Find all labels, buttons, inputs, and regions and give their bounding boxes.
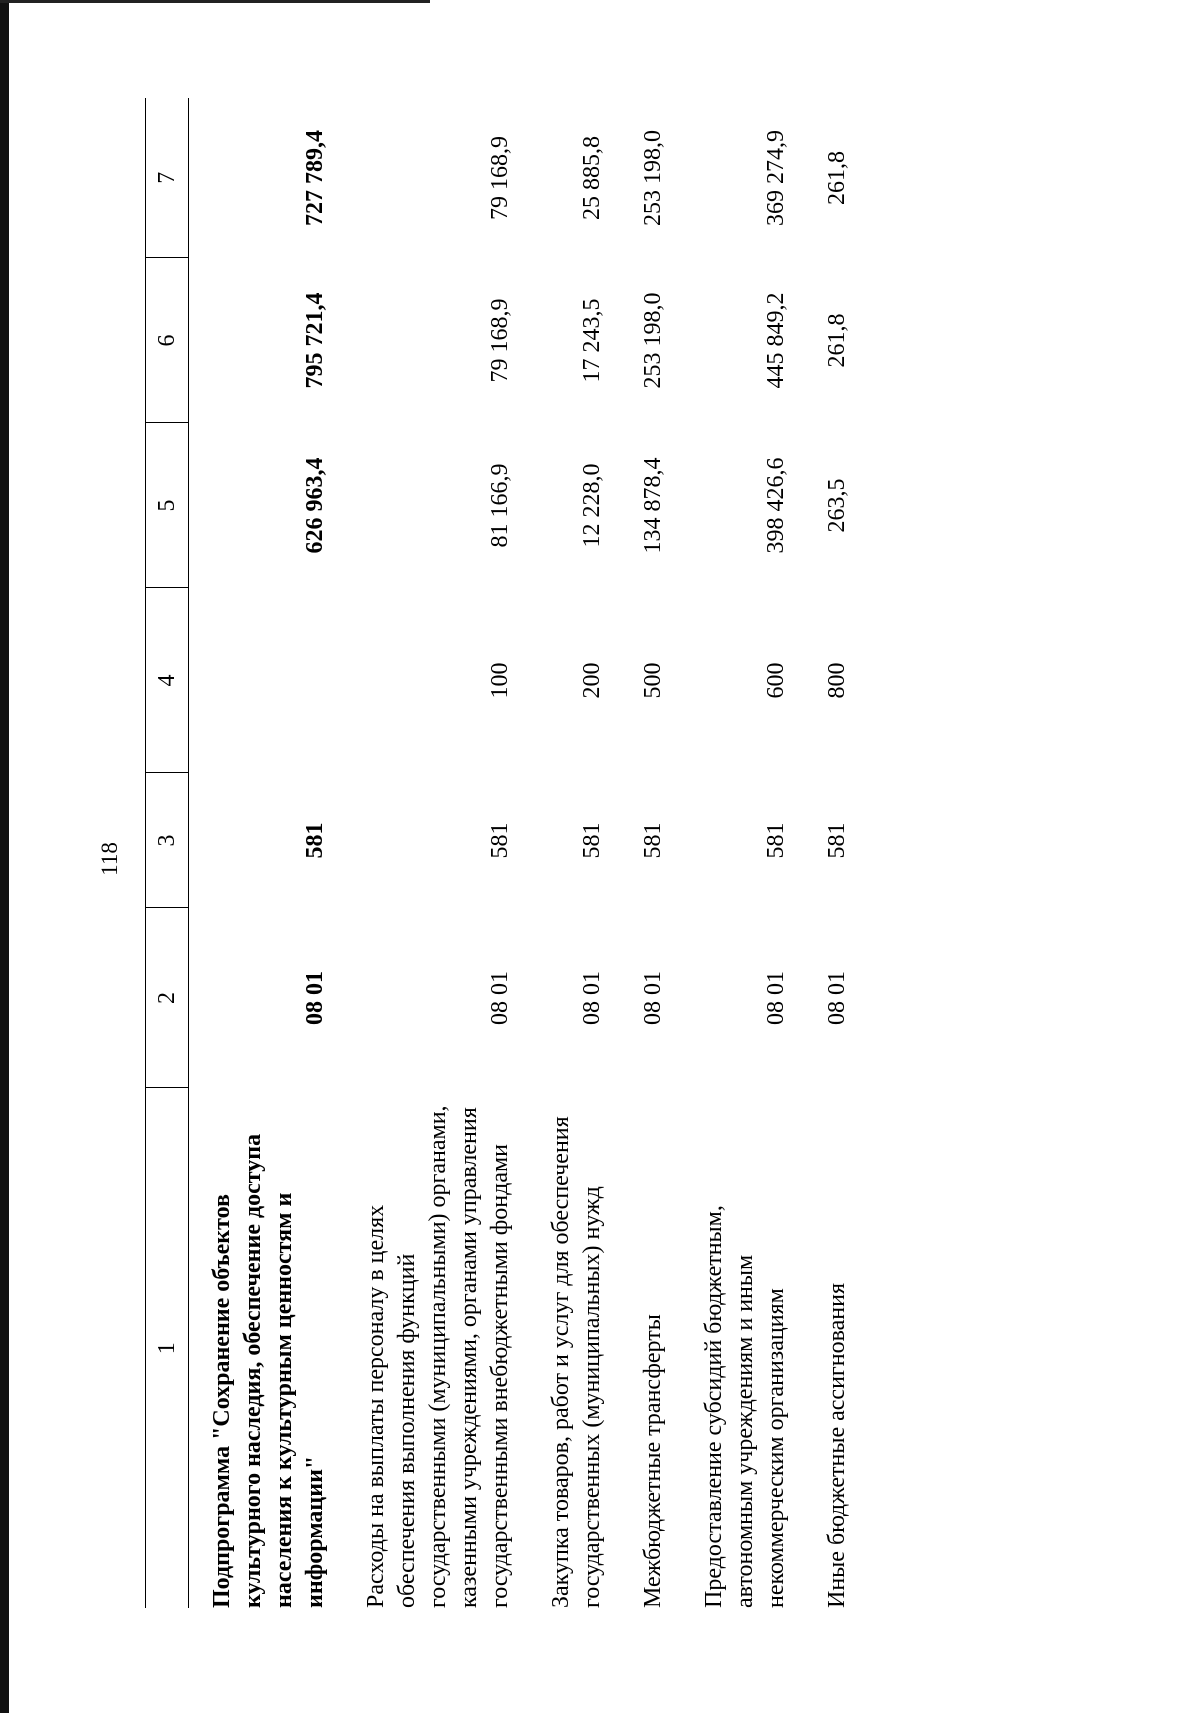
- row-expense-type: 200: [579, 662, 605, 699]
- row-value-7: 25 885,8: [579, 136, 605, 220]
- header-col-2: 2: [146, 908, 189, 1088]
- table-row: [608, 98, 669, 1608]
- row-value-5: 81 166,9: [487, 463, 513, 548]
- row-section-code: 08 01: [302, 971, 328, 1025]
- row-value-6: 17 243,5: [579, 298, 605, 383]
- row-grbs-code: 581: [487, 822, 513, 859]
- row-value-7: 727 789,4: [302, 130, 328, 226]
- row-value-5: 134 878,4: [640, 457, 666, 554]
- scan-edge-top: [0, 0, 430, 3]
- row-expense-type: 500: [640, 662, 666, 699]
- row-name: Подпрограмма "Сохранение объектов культурного наследия, обеспечение доступа населения к культурным ценностям и информации": [209, 1133, 328, 1608]
- table-row: [669, 98, 792, 1608]
- row-expense-type: 600: [763, 662, 789, 699]
- table-row: [516, 98, 608, 1608]
- row-value-5: 626 963,4: [302, 457, 328, 554]
- budget-table: [145, 98, 853, 1608]
- row-value-6: 445 849,2: [763, 292, 789, 389]
- table-row: [189, 98, 332, 1608]
- scan-edge-left: [0, 0, 9, 1713]
- row-grbs-code: 581: [763, 822, 789, 859]
- row-expense-type: [189, 588, 332, 773]
- row-section-code: 08 01: [487, 971, 513, 1025]
- row-value-7: 261,8: [824, 151, 850, 205]
- row-section-code: 08 01: [763, 971, 789, 1025]
- row-name: Предоставление субсидий бюджетным, автономным учреждениям и иным некоммерческим организациям: [701, 1205, 789, 1608]
- table-header-row: [146, 98, 189, 1608]
- header-col-6: 6: [146, 258, 189, 423]
- row-name: Расходы на выплаты персоналу в целях обеспечения выполнения функций государственными (муниципальными) органами, казенными учреждениями, органами управления государственными внебюджетными фондами: [363, 1105, 513, 1608]
- rotated-page: [145, 98, 1165, 1608]
- row-name: Межбюджетные трансферты: [640, 1314, 666, 1608]
- table-row: [792, 98, 853, 1608]
- row-section-code: 08 01: [579, 971, 605, 1025]
- row-value-6: 253 198,0: [640, 292, 666, 389]
- row-value-7: 79 168,9: [487, 136, 513, 220]
- header-col-1: 1: [146, 1088, 189, 1608]
- row-value-6: 261,8: [824, 313, 850, 368]
- row-expense-type: 100: [487, 662, 513, 699]
- header-col-5: 5: [146, 423, 189, 588]
- row-value-5: 398 426,6: [763, 457, 789, 554]
- row-value-7: 253 198,0: [640, 130, 666, 226]
- row-value-5: 263,5: [824, 478, 850, 533]
- row-value-6: 795 721,4: [302, 292, 328, 389]
- row-value-6: 79 168,9: [487, 298, 513, 383]
- table-row: [331, 98, 516, 1608]
- row-value-7: 369 274,9: [763, 130, 789, 226]
- row-grbs-code: 581: [302, 822, 328, 859]
- header-col-4: 4: [146, 588, 189, 773]
- row-name: Иные бюджетные ассигнования: [824, 1283, 850, 1608]
- row-grbs-code: 581: [640, 822, 666, 859]
- row-expense-type: 800: [824, 662, 850, 699]
- header-col-7: 7: [146, 98, 189, 258]
- row-value-5: 12 228,0: [579, 463, 605, 548]
- row-grbs-code: 581: [579, 822, 605, 859]
- row-section-code: 08 01: [640, 971, 666, 1025]
- row-name: Закупка товаров, работ и услуг для обеспечения государственных (муниципальных) нужд: [548, 1116, 605, 1608]
- page-number: 118: [97, 842, 122, 876]
- row-grbs-code: 581: [824, 822, 850, 859]
- row-section-code: 08 01: [824, 971, 850, 1025]
- header-col-3: 3: [146, 773, 189, 908]
